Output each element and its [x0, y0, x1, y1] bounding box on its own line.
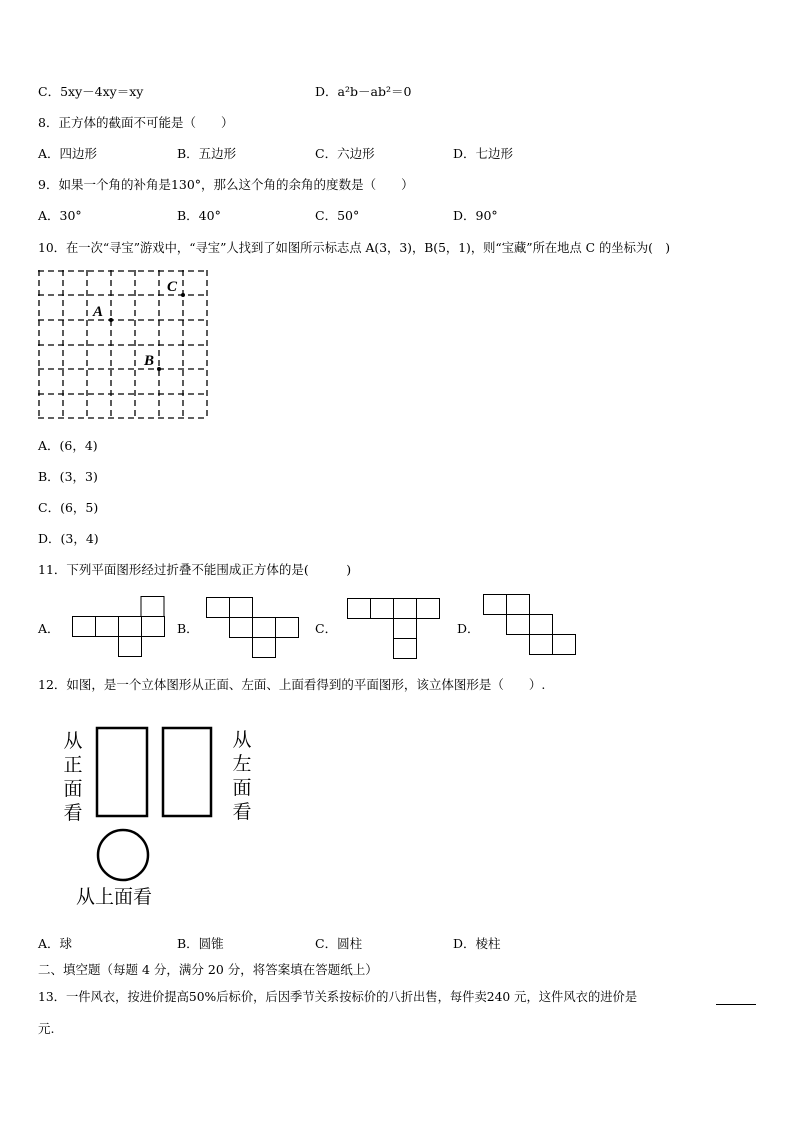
q13-stem: 13．一件风衣，按进价提高50%后标价，后因季节关系按标价的八折出售，每件卖240 元，这件风衣的进价是 — [38, 990, 638, 1004]
q9-stem: 9．如果一个角的补角是130°，那么这个角的余角的度数是（ ） — [38, 177, 414, 192]
q8-option-c: C．六边形 — [315, 146, 375, 161]
label-a: A — [93, 304, 104, 320]
q9-option-b: B．40° — [177, 208, 221, 223]
q10-option-c: C．(6，5) — [38, 500, 99, 515]
q10-option-a: A．(6，4) — [38, 438, 98, 453]
left-view-label: 从 左 面 看 — [232, 729, 252, 823]
q8-stem: 8．正方体的截面不可能是（ ） — [38, 115, 234, 130]
q8-option-b: B．五边形 — [177, 146, 237, 161]
q11-stem: 11．下列平面图形经过折叠不能围成正方体的是( ) — [38, 562, 352, 577]
q10-option-d: D．(3，4) — [38, 531, 99, 546]
front-view-rect — [97, 728, 147, 816]
point-c — [181, 293, 185, 297]
q8-option-d: D．七边形 — [453, 146, 514, 161]
q9-option-c: C．50° — [315, 208, 360, 223]
q11-net-b — [206, 597, 302, 659]
front-view-label: 从 正 面 看 — [63, 730, 83, 824]
q12-option-b: B．圆锥 — [177, 936, 224, 951]
q11-net-c — [347, 598, 441, 660]
q11-option-d: D． — [457, 621, 480, 636]
q13-answer-blank[interactable] — [716, 1003, 756, 1005]
top-view-circle — [98, 830, 148, 880]
q11-option-a: A． — [38, 621, 60, 636]
q9-option-d: D．90° — [453, 208, 498, 223]
label-b: B — [144, 353, 155, 369]
q10-stem: 10．在一次“寻宝”游戏中，“寻宝”人找到了如图所示标志点 A(3，3)，B(5，1)，则“宝藏”所在地点 C 的坐标为( ) — [38, 241, 671, 255]
section-2-title: 二、填空题（每题 4 分，满分 20 分，将答案填在答题纸上） — [38, 962, 378, 977]
q11-net-d — [483, 594, 579, 656]
q9-option-a: A．30° — [38, 208, 82, 223]
left-view-rect — [163, 728, 211, 816]
q12-views-figure — [95, 726, 220, 884]
q12-option-a: A．球 — [38, 936, 73, 951]
top-view-label: 从上面看 — [76, 886, 153, 908]
point-b — [157, 367, 161, 371]
q11-option-c: C． — [315, 621, 338, 636]
q10-option-b: B．(3，3) — [38, 469, 98, 484]
q11-net-a — [72, 596, 166, 658]
point-a — [109, 318, 113, 322]
q8-option-a: A．四边形 — [38, 146, 98, 161]
label-c: C — [167, 279, 178, 295]
q12-option-c: C．圆柱 — [315, 936, 363, 951]
q10-grid-figure — [38, 270, 210, 420]
q13-unit: 元. — [38, 1021, 55, 1036]
q7-option-c: C．5xy－4xy＝xy — [38, 84, 144, 99]
q12-option-d: D．棱柱 — [453, 936, 501, 951]
q11-option-b: B． — [177, 621, 199, 636]
q7-option-d: D．a²b－ab²＝0 — [315, 84, 412, 99]
q12-stem: 12．如图，是一个立体图形从正面、左面、上面看得到的平面图形，该立体图形是（ ）. — [38, 677, 546, 692]
